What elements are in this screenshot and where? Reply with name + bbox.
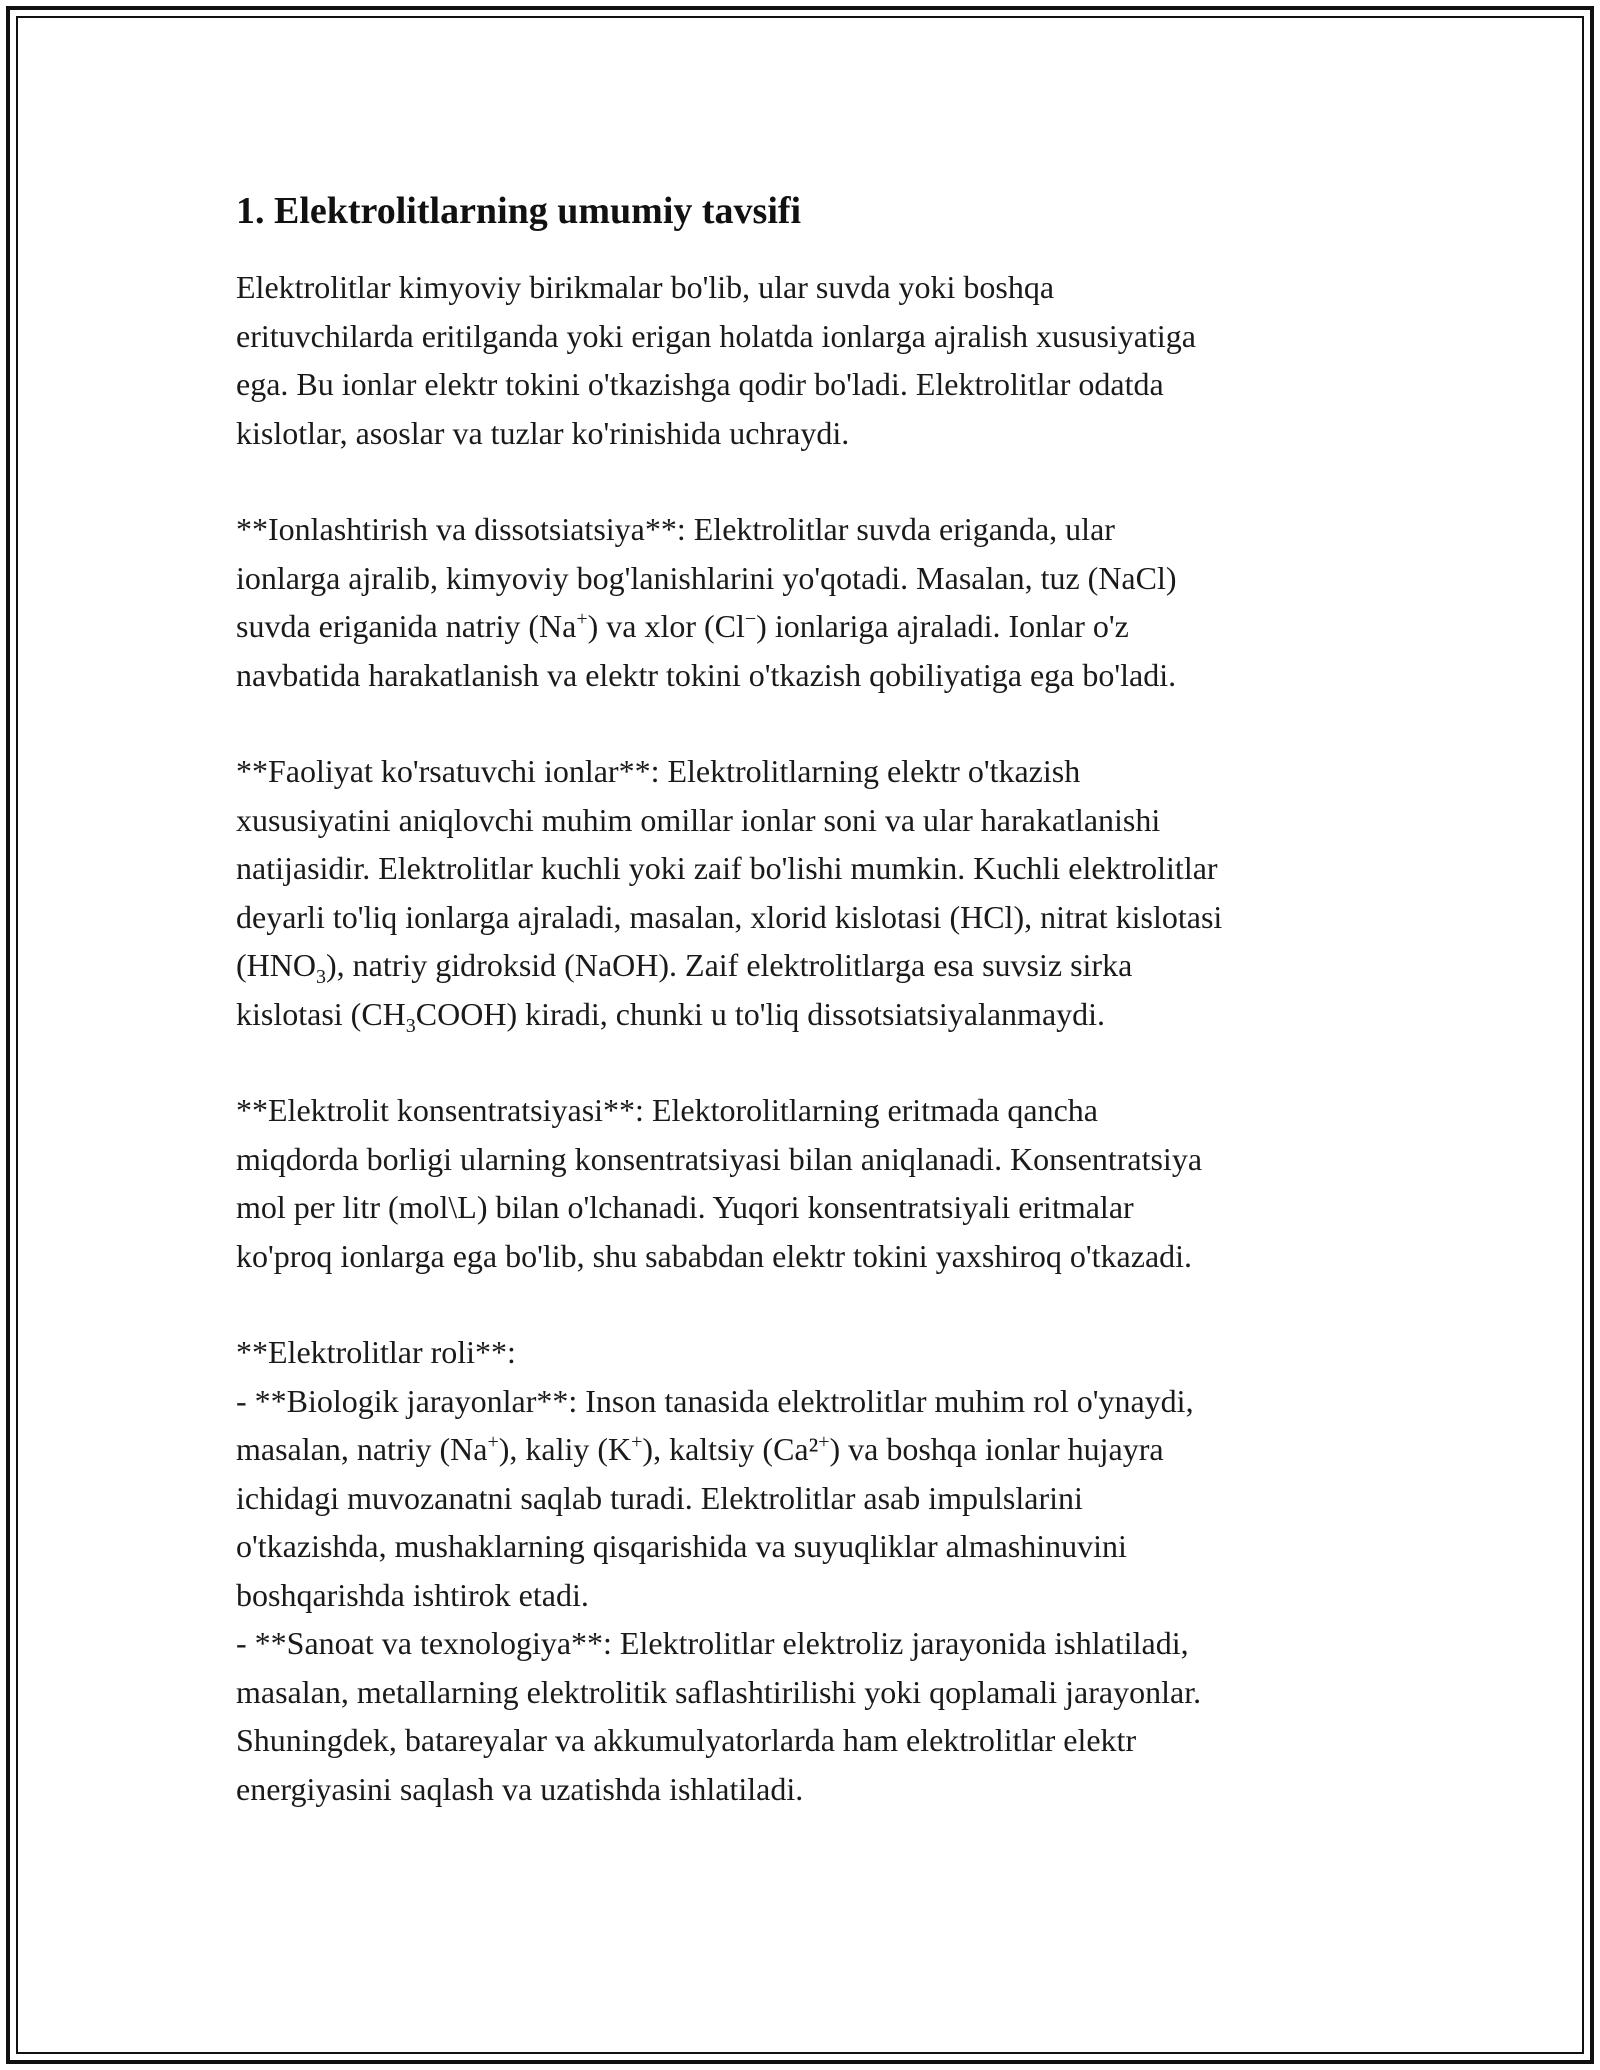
document-body [236, 185, 1386, 1813]
paragraph-concentration [236, 1086, 1386, 1280]
text-line: xususiyatini aniqlovchi muhim omillar ionlar soni va ular harakatlanishi [236, 801, 1161, 838]
superscript: + [576, 608, 588, 630]
paragraph-ionization [236, 505, 1386, 699]
text-line: **Ionlashtirish va dissotsiatsiya**: Elektrolitlar suvda eriganda, ular [236, 511, 1115, 547]
superscript: + [818, 1431, 830, 1453]
text-line: suvda eriganida natriy (Na+) va xlor (Cl−) ionlariga ajraladi. Ionlar o'z [236, 608, 1129, 644]
text-line: boshqarishda ishtirok etadi. [236, 1576, 589, 1613]
text-line: Elektrolitlar kimyoviy birikmalar bo'lib, ular suvda yoki boshqa [236, 269, 1055, 305]
list-item: - **Biologik jarayonlar**: Inson tanasida elektrolitlar muhim rol o'ynaydi, [236, 1382, 1194, 1419]
subscript: 3 [315, 966, 326, 988]
text-line: masalan, natriy (Na+), kaliy (K+), kaltsiy (Ca²+) va boshqa ionlar hujayra [236, 1431, 1164, 1467]
text-line: $(HNO_3)$, natriy gidroksid (NaOH). Zaif elektrolitlarga esa suvsiz sirka [236, 947, 1133, 988]
text-line: deyarli to'liq ionlarga ajraladi, masalan, xlorid kislotasi (HCl), nitrat kislotasi [236, 898, 1223, 935]
text-line: ko'proq ionlarga ega bo'lib, shu sababdan elektr tokini yaxshiroq o'tkazadi. [236, 1237, 1193, 1274]
text-line: miqdorda borligi ularning konsentratsiyasi bilan aniqlanadi. Konsentratsiya [236, 1140, 1203, 1177]
text-line: ichidagi muvozanatni saqlab turadi. Elektrolitlar asab impulslarini [236, 1479, 1083, 1516]
subscript: 3 [405, 1014, 416, 1037]
text-line: kislotasi $(CH_3COOH)$ kiradi, chunki u to'liq dissotsiatsiyalanmaydi. [236, 995, 1106, 1037]
paragraph-intro [236, 263, 1386, 457]
superscript: − [744, 608, 757, 630]
text-line: mol per litr (mol\L) bilan o'lchanadi. Yuqori konsentratsiyali eritmalar [236, 1189, 1134, 1225]
paragraph-roles [236, 1328, 1386, 1813]
text-line: natijasidir. Elektrolitlar kuchli yoki zaif bo'lishi mumkin. Kuchli elektrolitlar [236, 850, 1218, 886]
text-line: masalan, metallarning elektrolitik saflashtirilishi yoki qoplamali jarayonlar. [236, 1673, 1202, 1710]
text-line: erituvchilarda eritilganda yoki erigan holatda ionlarga ajralish xususiyatiga [236, 317, 1196, 354]
text-line: ega. Bu ionlar elektr tokini o'tkazishga qodir bo'ladi. Elektrolitlar odatda [236, 366, 1164, 402]
text-line: o'tkazishda, mushaklarning qisqarishida va suyuqliklar almashinuvini [236, 1528, 1127, 1564]
superscript: + [487, 1431, 499, 1453]
superscript: + [631, 1431, 643, 1453]
text-line: Shuningdek, batareyalar va akkumulyatorlarda ham elektrolitlar elektr [236, 1722, 1137, 1758]
text-line: ionlarga ajralib, kimyoviy bog'lanishlarini yo'qotadi. Masalan, tuz (NaCl) [236, 559, 1177, 596]
text-line: **Faoliyat ko'rsatuvchi ionlar**: Elektrolitlarning elektr o'tkazish [236, 753, 1081, 789]
paragraph-active-ions [236, 747, 1386, 1038]
text-line: **Elektrolitlar roli**: [236, 1334, 516, 1370]
text-line: **Elektrolit konsentratsiyasi**: Elektorolitlarning eritmada qancha [236, 1092, 1098, 1128]
section-heading: 1. Elektrolitlarning umumiy tavsifi [236, 190, 802, 232]
list-item: - **Sanoat va texnologiya**: Elektrolitlar elektroliz jarayonida ishlatiladi, [236, 1625, 1189, 1661]
text-line: kislotlar, asoslar va tuzlar ko'rinishida uchraydi. [236, 414, 850, 451]
text-line: energiyasini saqlash va uzatishda ishlatiladi. [236, 1770, 804, 1807]
text-line: navbatida harakatlanish va elektr tokini o'tkazish qobiliyatiga ega bo'ladi. [236, 656, 1177, 693]
